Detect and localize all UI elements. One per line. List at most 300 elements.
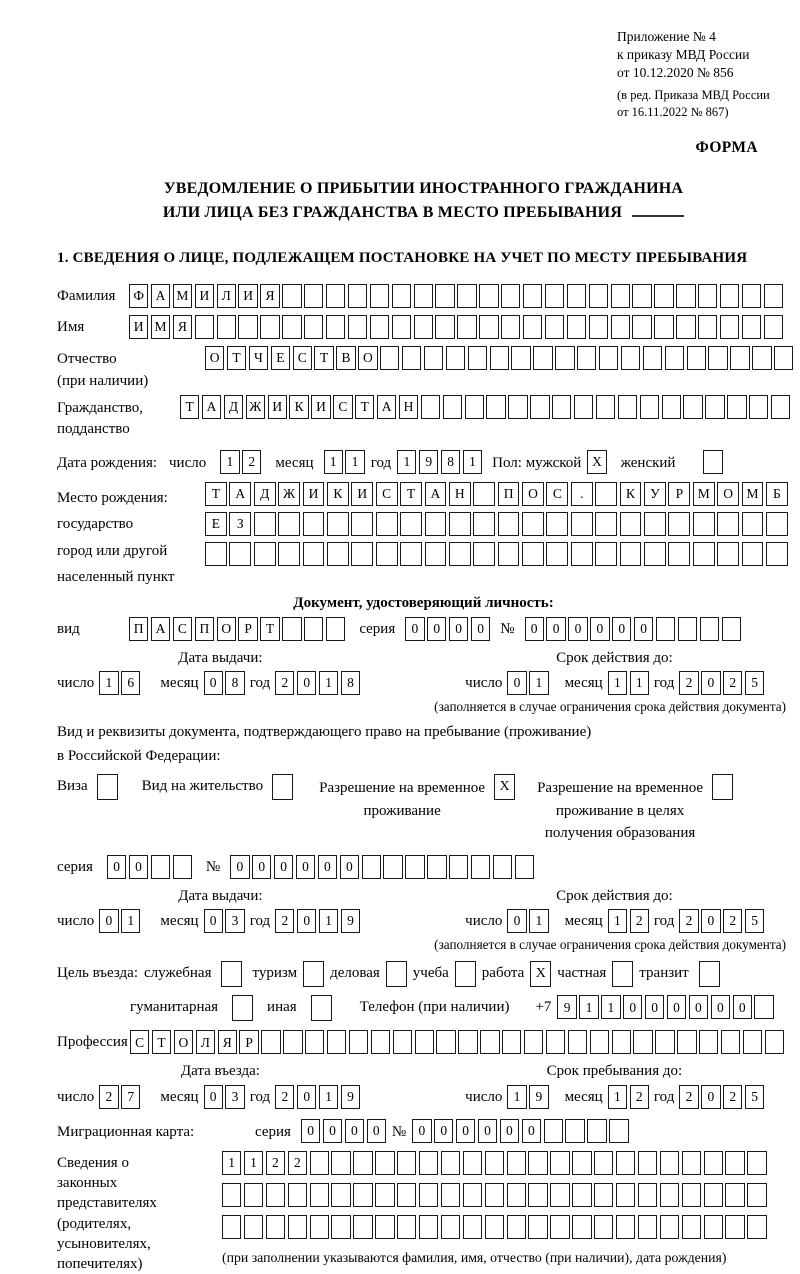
char-cell[interactable]: 0 (701, 1085, 720, 1109)
char-cell[interactable] (376, 512, 398, 536)
char-cell[interactable] (640, 395, 659, 419)
char-cell[interactable] (720, 315, 739, 339)
char-cell[interactable] (568, 1030, 587, 1054)
checkbox-business-trip-cell[interactable] (221, 961, 242, 987)
char-cell[interactable]: Е (205, 512, 227, 536)
char-cell[interactable] (261, 1030, 280, 1054)
char-cell[interactable]: С (173, 617, 192, 641)
char-cell[interactable] (555, 346, 574, 370)
char-cell[interactable]: 0 (204, 671, 223, 695)
char-cell[interactable] (752, 346, 771, 370)
char-cell[interactable]: 0 (252, 855, 271, 879)
char-cell[interactable] (222, 1215, 241, 1239)
char-cell[interactable] (546, 1030, 565, 1054)
char-cell[interactable]: Р (239, 1030, 258, 1054)
char-cell[interactable]: 1 (319, 671, 338, 695)
checkbox-private-cell[interactable] (612, 961, 633, 987)
char-cell[interactable]: 5 (745, 671, 764, 695)
char-cell[interactable] (546, 542, 568, 566)
char-cell[interactable]: 2 (723, 1085, 742, 1109)
char-cell[interactable]: 0 (297, 909, 316, 933)
char-cell[interactable]: 0 (323, 1119, 342, 1143)
char-cell[interactable] (721, 1030, 740, 1054)
char-cell[interactable]: 0 (434, 1119, 453, 1143)
char-cell[interactable]: 0 (204, 909, 223, 933)
char-cell[interactable] (425, 512, 447, 536)
char-cell[interactable] (676, 315, 695, 339)
char-cell[interactable]: 1 (608, 909, 627, 933)
char-cell[interactable]: 6 (121, 671, 140, 695)
char-cell[interactable] (660, 1183, 679, 1207)
char-cell[interactable] (730, 346, 749, 370)
char-cell[interactable]: 1 (319, 909, 338, 933)
char-cell[interactable]: С (333, 395, 352, 419)
char-cell[interactable] (375, 1183, 394, 1207)
char-cell[interactable] (463, 1215, 482, 1239)
char-cell[interactable] (654, 315, 673, 339)
char-cell[interactable] (552, 395, 571, 419)
char-cell[interactable] (530, 395, 549, 419)
char-cell[interactable] (656, 617, 675, 641)
char-cell[interactable] (244, 1183, 263, 1207)
char-cell[interactable] (310, 1183, 329, 1207)
char-cell[interactable]: В (336, 346, 355, 370)
char-cell[interactable] (485, 1183, 504, 1207)
char-cell[interactable]: М (693, 482, 715, 506)
char-cell[interactable]: И (238, 284, 257, 308)
char-cell[interactable] (699, 1030, 718, 1054)
char-cell[interactable] (331, 1183, 350, 1207)
char-cell[interactable] (479, 284, 498, 308)
char-cell[interactable] (229, 542, 251, 566)
char-cell[interactable]: К (620, 482, 642, 506)
char-cell[interactable]: Л (217, 284, 236, 308)
char-cell[interactable] (572, 1215, 591, 1239)
char-cell[interactable] (705, 395, 724, 419)
char-cell[interactable] (266, 1183, 285, 1207)
char-cell[interactable] (643, 346, 662, 370)
char-cell[interactable] (400, 542, 422, 566)
char-cell[interactable] (458, 1030, 477, 1054)
char-cell[interactable]: А (151, 284, 170, 308)
char-cell[interactable] (327, 542, 349, 566)
char-cell[interactable] (749, 395, 768, 419)
char-cell[interactable] (668, 512, 690, 536)
char-cell[interactable]: И (303, 482, 325, 506)
char-cell[interactable] (288, 1215, 307, 1239)
char-cell[interactable] (632, 315, 651, 339)
char-cell[interactable]: И (351, 482, 373, 506)
char-cell[interactable] (282, 617, 301, 641)
char-cell[interactable]: 0 (623, 995, 642, 1019)
char-cell[interactable] (304, 617, 323, 641)
char-cell[interactable] (708, 346, 727, 370)
char-cell[interactable] (611, 284, 630, 308)
char-cell[interactable]: Д (254, 482, 276, 506)
char-cell[interactable] (419, 1215, 438, 1239)
char-cell[interactable] (545, 284, 564, 308)
char-cell[interactable]: Т (205, 482, 227, 506)
char-cell[interactable] (376, 542, 398, 566)
char-cell[interactable] (572, 1183, 591, 1207)
char-cell[interactable] (443, 395, 462, 419)
char-cell[interactable] (195, 315, 214, 339)
char-cell[interactable]: Т (314, 346, 333, 370)
char-cell[interactable] (528, 1215, 547, 1239)
char-cell[interactable]: Б (766, 482, 788, 506)
char-cell[interactable]: 1 (529, 909, 548, 933)
char-cell[interactable] (278, 512, 300, 536)
char-cell[interactable]: К (289, 395, 308, 419)
char-cell[interactable] (393, 1030, 412, 1054)
char-cell[interactable] (392, 315, 411, 339)
char-cell[interactable] (599, 346, 618, 370)
char-cell[interactable] (766, 542, 788, 566)
char-cell[interactable] (507, 1215, 526, 1239)
char-cell[interactable] (638, 1215, 657, 1239)
char-cell[interactable]: 9 (419, 450, 438, 474)
char-cell[interactable]: Т (400, 482, 422, 506)
char-cell[interactable] (351, 512, 373, 536)
char-cell[interactable] (479, 315, 498, 339)
char-cell[interactable] (523, 284, 542, 308)
char-cell[interactable] (501, 284, 520, 308)
char-cell[interactable]: 8 (225, 671, 244, 695)
char-cell[interactable] (693, 512, 715, 536)
char-cell[interactable] (612, 1030, 631, 1054)
char-cell[interactable] (704, 1215, 723, 1239)
char-cell[interactable]: Е (271, 346, 290, 370)
char-cell[interactable] (574, 395, 593, 419)
char-cell[interactable] (463, 1183, 482, 1207)
char-cell[interactable] (449, 855, 468, 879)
char-cell[interactable] (508, 395, 527, 419)
char-cell[interactable]: 0 (297, 1085, 316, 1109)
checkbox-work-cell[interactable]: X (530, 961, 551, 987)
char-cell[interactable] (441, 1183, 460, 1207)
char-cell[interactable]: Д (224, 395, 243, 419)
char-cell[interactable] (238, 315, 257, 339)
char-cell[interactable]: 0 (427, 617, 446, 641)
char-cell[interactable] (594, 1215, 613, 1239)
char-cell[interactable]: Ж (246, 395, 265, 419)
char-cell[interactable] (577, 346, 596, 370)
char-cell[interactable]: 0 (297, 671, 316, 695)
char-cell[interactable]: 1 (319, 1085, 338, 1109)
char-cell[interactable] (717, 542, 739, 566)
char-cell[interactable]: 1 (220, 450, 239, 474)
char-cell[interactable]: С (130, 1030, 149, 1054)
char-cell[interactable] (392, 284, 411, 308)
char-cell[interactable]: 1 (463, 450, 482, 474)
char-cell[interactable] (771, 395, 790, 419)
char-cell[interactable] (304, 284, 323, 308)
char-cell[interactable] (616, 1183, 635, 1207)
checkbox-other-cell[interactable] (311, 995, 332, 1021)
char-cell[interactable]: 1 (397, 450, 416, 474)
char-cell[interactable]: 0 (405, 617, 424, 641)
char-cell[interactable]: У (644, 482, 666, 506)
char-cell[interactable]: 2 (679, 909, 698, 933)
char-cell[interactable] (498, 512, 520, 536)
char-cell[interactable] (747, 1215, 766, 1239)
char-cell[interactable] (353, 1215, 372, 1239)
char-cell[interactable] (348, 284, 367, 308)
char-cell[interactable] (722, 617, 741, 641)
char-cell[interactable] (544, 1119, 563, 1143)
char-cell[interactable] (486, 395, 505, 419)
char-cell[interactable]: 0 (667, 995, 686, 1019)
char-cell[interactable]: 0 (471, 617, 490, 641)
char-cell[interactable]: 1 (630, 671, 649, 695)
char-cell[interactable] (683, 395, 702, 419)
char-cell[interactable] (665, 346, 684, 370)
char-cell[interactable] (765, 1030, 784, 1054)
char-cell[interactable]: Ж (278, 482, 300, 506)
char-cell[interactable] (662, 395, 681, 419)
char-cell[interactable]: 1 (345, 450, 364, 474)
char-cell[interactable]: 0 (274, 855, 293, 879)
char-cell[interactable] (375, 1215, 394, 1239)
char-cell[interactable] (754, 995, 773, 1019)
char-cell[interactable]: 2 (679, 1085, 698, 1109)
char-cell[interactable] (493, 855, 512, 879)
char-cell[interactable]: Р (668, 482, 690, 506)
char-cell[interactable]: 0 (340, 855, 359, 879)
char-cell[interactable] (266, 1215, 285, 1239)
char-cell[interactable] (742, 512, 764, 536)
char-cell[interactable]: 7 (121, 1085, 140, 1109)
char-cell[interactable]: 8 (341, 671, 360, 695)
char-cell[interactable]: 0 (129, 855, 148, 879)
checkbox-male-cell[interactable]: X (587, 450, 606, 474)
char-cell[interactable]: Ф (129, 284, 148, 308)
char-cell[interactable] (254, 512, 276, 536)
char-cell[interactable]: 1 (507, 1085, 526, 1109)
char-cell[interactable] (397, 1215, 416, 1239)
char-cell[interactable]: 0 (689, 995, 708, 1019)
char-cell[interactable]: Н (449, 482, 471, 506)
char-cell[interactable] (589, 315, 608, 339)
char-cell[interactable] (282, 284, 301, 308)
char-cell[interactable] (682, 1183, 701, 1207)
char-cell[interactable] (348, 315, 367, 339)
char-cell[interactable]: 8 (441, 450, 460, 474)
char-cell[interactable]: 3 (225, 1085, 244, 1109)
char-cell[interactable]: 0 (701, 671, 720, 695)
char-cell[interactable]: Т (152, 1030, 171, 1054)
char-cell[interactable] (425, 542, 447, 566)
char-cell[interactable] (638, 1183, 657, 1207)
char-cell[interactable] (720, 284, 739, 308)
char-cell[interactable] (698, 315, 717, 339)
char-cell[interactable] (528, 1183, 547, 1207)
char-cell[interactable] (362, 855, 381, 879)
char-cell[interactable] (550, 1215, 569, 1239)
char-cell[interactable] (435, 315, 454, 339)
char-cell[interactable]: О (205, 346, 224, 370)
char-cell[interactable]: О (717, 482, 739, 506)
char-cell[interactable]: 2 (275, 671, 294, 695)
char-cell[interactable]: . (571, 482, 593, 506)
char-cell[interactable] (595, 512, 617, 536)
char-cell[interactable]: 0 (525, 617, 544, 641)
char-cell[interactable] (668, 542, 690, 566)
char-cell[interactable]: М (151, 315, 170, 339)
char-cell[interactable]: 2 (288, 1151, 307, 1175)
char-cell[interactable]: 3 (225, 909, 244, 933)
char-cell[interactable] (480, 1030, 499, 1054)
char-cell[interactable] (655, 1030, 674, 1054)
char-cell[interactable] (349, 1030, 368, 1054)
char-cell[interactable] (457, 284, 476, 308)
char-cell[interactable]: М (173, 284, 192, 308)
checkbox-residence-permit-cell[interactable] (272, 774, 293, 800)
char-cell[interactable]: И (129, 315, 148, 339)
char-cell[interactable] (436, 1030, 455, 1054)
char-cell[interactable]: 0 (701, 909, 720, 933)
char-cell[interactable] (620, 512, 642, 536)
char-cell[interactable] (616, 1215, 635, 1239)
char-cell[interactable]: И (268, 395, 287, 419)
char-cell[interactable] (611, 315, 630, 339)
char-cell[interactable]: И (195, 284, 214, 308)
char-cell[interactable] (151, 855, 170, 879)
char-cell[interactable] (596, 395, 615, 419)
char-cell[interactable] (465, 395, 484, 419)
char-cell[interactable]: 5 (745, 1085, 764, 1109)
char-cell[interactable] (567, 284, 586, 308)
char-cell[interactable] (498, 542, 520, 566)
char-cell[interactable] (693, 542, 715, 566)
char-cell[interactable]: А (425, 482, 447, 506)
char-cell[interactable] (595, 482, 617, 506)
char-cell[interactable]: 9 (557, 995, 576, 1019)
char-cell[interactable] (278, 542, 300, 566)
char-cell[interactable] (370, 284, 389, 308)
char-cell[interactable]: 0 (204, 1085, 223, 1109)
char-cell[interactable]: 1 (608, 671, 627, 695)
char-cell[interactable]: 0 (367, 1119, 386, 1143)
char-cell[interactable] (383, 855, 402, 879)
char-cell[interactable]: 0 (612, 617, 631, 641)
checkbox-temp-permit-cell[interactable]: X (494, 774, 515, 800)
char-cell[interactable]: 1 (579, 995, 598, 1019)
char-cell[interactable] (587, 1119, 606, 1143)
char-cell[interactable]: 2 (723, 671, 742, 695)
char-cell[interactable] (473, 482, 495, 506)
char-cell[interactable] (468, 346, 487, 370)
char-cell[interactable] (565, 1119, 584, 1143)
char-cell[interactable] (222, 1183, 241, 1207)
char-cell[interactable]: Т (227, 346, 246, 370)
char-cell[interactable]: Т (180, 395, 199, 419)
char-cell[interactable] (725, 1183, 744, 1207)
char-cell[interactable] (698, 284, 717, 308)
char-cell[interactable]: 2 (679, 671, 698, 695)
char-cell[interactable] (677, 1030, 696, 1054)
char-cell[interactable]: 0 (546, 617, 565, 641)
char-cell[interactable]: Я (260, 284, 279, 308)
char-cell[interactable] (742, 284, 761, 308)
char-cell[interactable] (590, 1030, 609, 1054)
char-cell[interactable] (400, 512, 422, 536)
char-cell[interactable] (747, 1183, 766, 1207)
char-cell[interactable]: Ч (249, 346, 268, 370)
char-cell[interactable]: И (311, 395, 330, 419)
char-cell[interactable] (173, 855, 192, 879)
char-cell[interactable] (742, 542, 764, 566)
char-cell[interactable]: П (195, 617, 214, 641)
char-cell[interactable] (654, 284, 673, 308)
char-cell[interactable]: 1 (601, 995, 620, 1019)
char-cell[interactable] (704, 1183, 723, 1207)
char-cell[interactable]: 0 (301, 1119, 320, 1143)
char-cell[interactable] (327, 512, 349, 536)
char-cell[interactable] (533, 346, 552, 370)
char-cell[interactable] (764, 315, 783, 339)
char-cell[interactable]: К (327, 482, 349, 506)
char-cell[interactable] (424, 346, 443, 370)
char-cell[interactable]: 0 (345, 1119, 364, 1143)
char-cell[interactable] (421, 395, 440, 419)
char-cell[interactable]: 2 (266, 1151, 285, 1175)
char-cell[interactable] (419, 1183, 438, 1207)
char-cell[interactable]: 0 (296, 855, 315, 879)
char-cell[interactable]: С (293, 346, 312, 370)
char-cell[interactable] (571, 542, 593, 566)
char-cell[interactable] (397, 1183, 416, 1207)
char-cell[interactable]: 2 (275, 1085, 294, 1109)
char-cell[interactable]: Я (218, 1030, 237, 1054)
char-cell[interactable]: 0 (412, 1119, 431, 1143)
char-cell[interactable]: 0 (733, 995, 752, 1019)
char-cell[interactable]: 0 (500, 1119, 519, 1143)
char-cell[interactable]: О (522, 482, 544, 506)
checkbox-business-cell[interactable] (386, 961, 407, 987)
char-cell[interactable]: 2 (723, 909, 742, 933)
char-cell[interactable] (594, 1183, 613, 1207)
char-cell[interactable]: 1 (324, 450, 343, 474)
char-cell[interactable] (331, 1215, 350, 1239)
char-cell[interactable] (402, 346, 421, 370)
char-cell[interactable] (546, 512, 568, 536)
char-cell[interactable]: 0 (456, 1119, 475, 1143)
char-cell[interactable] (700, 617, 719, 641)
char-cell[interactable]: Я (173, 315, 192, 339)
char-cell[interactable] (515, 855, 534, 879)
char-cell[interactable] (618, 395, 637, 419)
char-cell[interactable]: 0 (478, 1119, 497, 1143)
char-cell[interactable] (380, 346, 399, 370)
checkbox-study-cell[interactable] (455, 961, 476, 987)
char-cell[interactable] (676, 284, 695, 308)
char-cell[interactable] (511, 346, 530, 370)
char-cell[interactable] (687, 346, 706, 370)
char-cell[interactable]: П (498, 482, 520, 506)
char-cell[interactable]: 0 (449, 617, 468, 641)
char-cell[interactable] (351, 542, 373, 566)
char-cell[interactable] (205, 542, 227, 566)
char-cell[interactable]: П (129, 617, 148, 641)
char-cell[interactable] (571, 512, 593, 536)
char-cell[interactable] (446, 346, 465, 370)
char-cell[interactable]: 1 (222, 1151, 241, 1175)
char-cell[interactable]: 0 (318, 855, 337, 879)
char-cell[interactable]: А (202, 395, 221, 419)
char-cell[interactable] (405, 855, 424, 879)
char-cell[interactable] (370, 315, 389, 339)
